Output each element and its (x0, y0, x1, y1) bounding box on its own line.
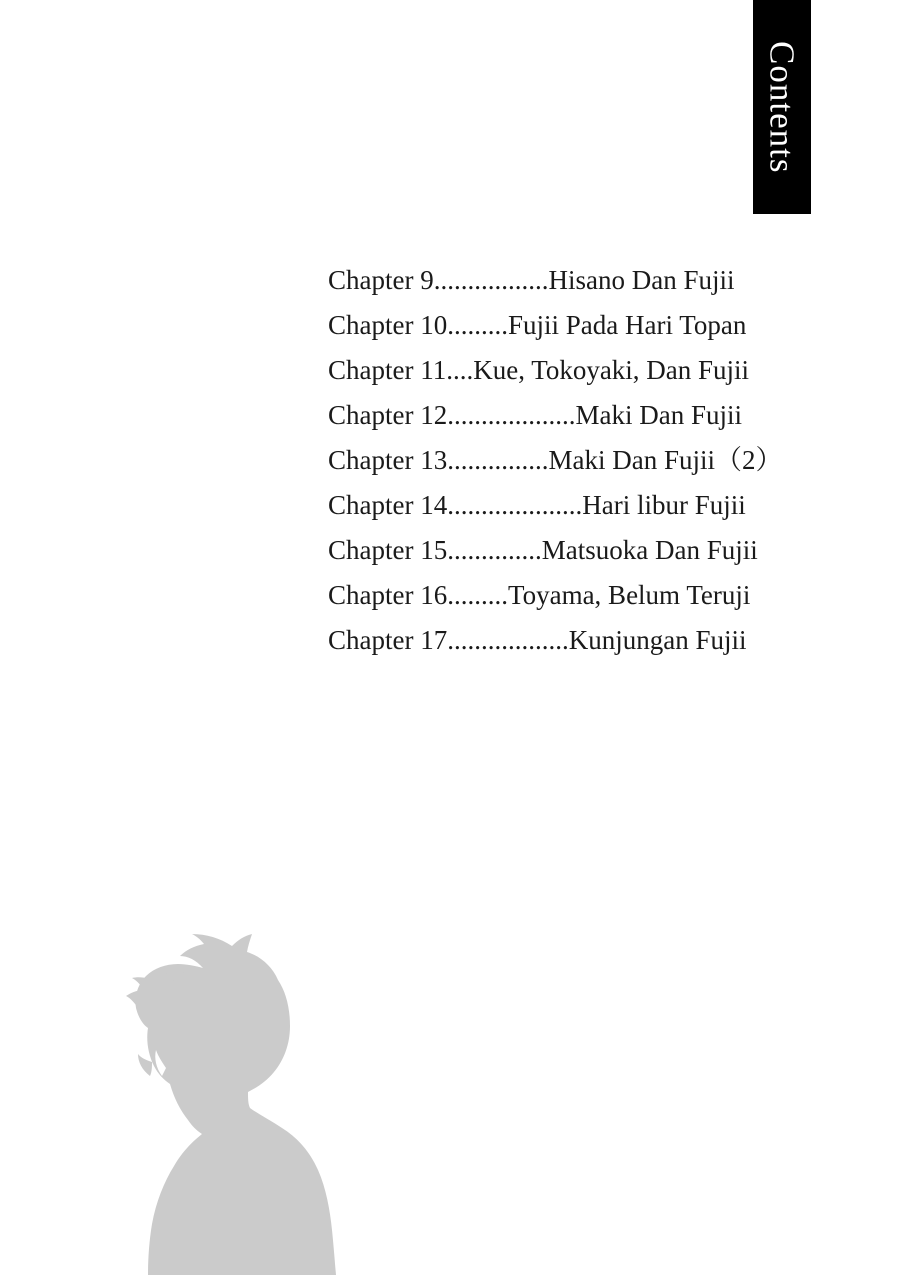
toc-chapter-label: Chapter 12 (328, 400, 448, 430)
toc-chapter-label: Chapter 17 (328, 625, 448, 655)
list-item[interactable] (328, 573, 828, 618)
toc-leader-dots: .................... (447, 490, 583, 520)
list-item[interactable] (328, 528, 828, 573)
list-item[interactable] (328, 348, 828, 393)
toc-leader-dots: ......... (447, 310, 508, 340)
toc-chapter-label: Chapter 15 (328, 535, 448, 565)
toc-chapter-title: Kunjungan Fujii (568, 625, 747, 655)
toc-leader-dots: .................. (447, 625, 569, 655)
toc-leader-dots: .............. (447, 535, 542, 565)
toc-chapter-title: Kue, Tokoyaki, Dan Fujii (473, 355, 750, 385)
toc-chapter-label: Chapter 16 (328, 580, 448, 610)
toc-chapter-title: Maki Dan Fujii（2） (548, 445, 783, 475)
contents-tab (753, 0, 811, 214)
toc-leader-dots: ................. (433, 265, 549, 295)
toc-leader-dots: .... (446, 355, 474, 385)
toc-chapter-title: Matsuoka Dan Fujii (541, 535, 758, 565)
table-of-contents (328, 258, 828, 663)
contents-tab-label: Contents (762, 40, 802, 174)
toc-leader-dots: ................... (447, 400, 576, 430)
list-item[interactable] (328, 258, 828, 303)
list-item[interactable] (328, 393, 828, 438)
toc-leader-dots: ............... (447, 445, 549, 475)
toc-chapter-label: Chapter 9 (328, 265, 434, 295)
toc-chapter-title: Hisano Dan Fujii (548, 265, 735, 295)
toc-chapter-title: Hari libur Fujii (582, 490, 746, 520)
boy-head-shoulders-silhouette-icon (108, 930, 368, 1275)
toc-chapter-title: Fujii Pada Hari Topan (507, 310, 747, 340)
toc-chapter-label: Chapter 11 (328, 355, 447, 385)
list-item[interactable] (328, 483, 828, 528)
list-item[interactable] (328, 618, 828, 663)
toc-chapter-label: Chapter 10 (328, 310, 448, 340)
list-item[interactable] (328, 303, 828, 348)
toc-chapter-title: Maki Dan Fujii (575, 400, 742, 430)
toc-chapter-label: Chapter 14 (328, 490, 448, 520)
toc-leader-dots: ......... (447, 580, 508, 610)
list-item[interactable] (328, 438, 828, 483)
toc-chapter-label: Chapter 13 (328, 445, 448, 475)
toc-chapter-title: Toyama, Belum Teruji (507, 580, 751, 610)
